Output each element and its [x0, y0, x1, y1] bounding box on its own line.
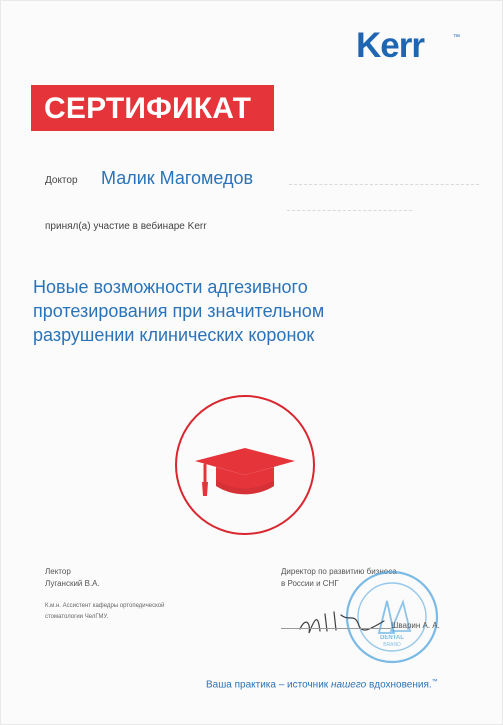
lecturer-label: Лектор — [45, 567, 71, 576]
graduation-cap-icon — [190, 430, 301, 505]
lecturer-name: Луганский В.А. — [45, 579, 100, 588]
certificate-title: СЕРТИФИКАТ — [44, 92, 252, 125]
director-line: в России и СНГ — [281, 579, 339, 588]
name-line-secondary — [287, 210, 412, 211]
slogan-emphasis: нашего — [330, 679, 367, 691]
webinar-title-line: Новые возможности адгезивного — [33, 277, 308, 297]
name-line — [289, 184, 479, 185]
lecturer-title-line: К.м.н. Ассистент кафедры ортопедической — [45, 603, 165, 609]
stamp-text-top: DENTAL — [380, 635, 404, 641]
lecturer-title-line: стоматологии ЧелГМУ. — [45, 614, 109, 620]
lecturer-title — [45, 601, 215, 623]
signature-line — [281, 628, 391, 629]
slogan-trademark: ™ — [431, 679, 438, 685]
logo-trademark: ™ — [453, 34, 460, 41]
director-line: Директор по развитию бизнеса — [281, 567, 397, 576]
slogan-prefix: Ваша практика – источник — [206, 679, 331, 691]
participation-text: принял(а) участие в вебинаре Kerr — [45, 221, 207, 232]
stamp-text-middle: BRAND — [383, 642, 401, 648]
brand-slogan — [206, 679, 438, 690]
slogan-suffix: вдохновения. — [366, 679, 432, 691]
director-signature — [294, 606, 389, 638]
signer-name: Шварин А. А. — [391, 621, 440, 630]
webinar-title-line: разрушении клинических коронок — [33, 325, 315, 345]
doctor-label: Доктор — [45, 175, 78, 186]
webinar-title — [33, 275, 463, 347]
webinar-title-line: протезирования при значительном — [33, 301, 325, 321]
doctor-name: Малик Магомедов — [101, 168, 254, 188]
kerr-logo: Kerr — [356, 26, 424, 65]
